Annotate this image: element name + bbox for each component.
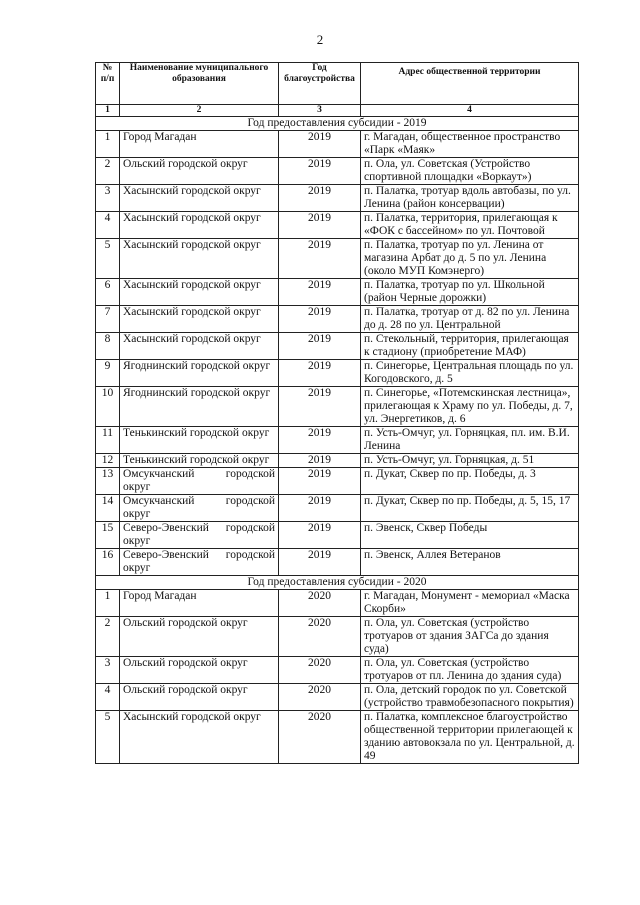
page-number: 2: [316, 32, 324, 47]
row-number: 13: [96, 468, 120, 495]
address-cell: п. Дукат, Сквер по пр. Победы, д. 5, 15, 17: [361, 495, 579, 522]
year-cell: 2019: [279, 333, 361, 360]
address-cell: п. Палатка, территория, прилегающая к «ФОК с бассейном» по ул. Почтовой: [361, 212, 579, 239]
municipality-cell: Омсукчанский городской округ: [120, 468, 279, 495]
municipality-cell: Ягоднинский городской округ: [120, 387, 279, 427]
table-row: [96, 185, 579, 212]
row-number: 2: [96, 617, 120, 657]
table-row: [96, 306, 579, 333]
address-cell: г. Магадан, Монумент - мемориал «Маска Скорби»: [361, 590, 579, 617]
table-row: [96, 212, 579, 239]
year-cell: 2019: [279, 522, 361, 549]
year-cell: 2019: [279, 131, 361, 158]
address-cell: п. Ола, ул. Советская (устройство тротуаров от здания ЗАГСа до здания суда): [361, 617, 579, 657]
table-row: [96, 495, 579, 522]
address-cell: п. Синегорье, «Потемскинская лестница», прилегающая к Храму по ул. Победы, д. 7, ул. Энергетиков, д. 6: [361, 387, 579, 427]
table-row: [96, 684, 579, 711]
column-number: 2: [120, 105, 279, 117]
row-number: 16: [96, 549, 120, 576]
municipality-cell: Ольский городской округ: [120, 617, 279, 657]
year-cell: 2019: [279, 387, 361, 427]
table-row: [96, 360, 579, 387]
row-number: 11: [96, 427, 120, 454]
address-cell: п. Усть-Омчуг, ул. Горняцкая, пл. им. В.И. Ленина: [361, 427, 579, 454]
year-cell: 2019: [279, 427, 361, 454]
year-cell: 2019: [279, 495, 361, 522]
row-number: 9: [96, 360, 120, 387]
address-cell: п. Синегорье, Центральная площадь по ул. Когодовского, д. 5: [361, 360, 579, 387]
address-cell: п. Ола, ул. Советская (Устройство спортивной площадки «Воркаут»): [361, 158, 579, 185]
table-row: [96, 333, 579, 360]
address-cell: п. Ола, ул. Советская (устройство тротуаров от пл. Ленина до здания суда): [361, 657, 579, 684]
header-address: Адрес общественной территории: [361, 63, 579, 105]
row-number: 6: [96, 279, 120, 306]
municipality-cell: Хасынский городской округ: [120, 711, 279, 764]
row-number: 14: [96, 495, 120, 522]
row-number: 12: [96, 454, 120, 468]
row-number: 7: [96, 306, 120, 333]
column-number: 4: [361, 105, 579, 117]
municipality-cell: Северо-Эвенский городской округ: [120, 522, 279, 549]
table-row: [96, 158, 579, 185]
year-cell: 2019: [279, 158, 361, 185]
address-cell: п. Ола, детский городок по ул. Советской (устройство травмобезопасного покрытия): [361, 684, 579, 711]
municipality-cell: Ягоднинский городской округ: [120, 360, 279, 387]
table-row: [96, 131, 579, 158]
year-cell: 2019: [279, 454, 361, 468]
municipality-cell: Хасынский городской округ: [120, 333, 279, 360]
table-row: [96, 711, 579, 764]
address-cell: п. Усть-Омчуг, ул. Горняцкая, д. 51: [361, 454, 579, 468]
address-cell: п. Палатка, тротуар вдоль автобазы, по ул. Ленина (район консервации): [361, 185, 579, 212]
table-row: [96, 427, 579, 454]
year-cell: 2020: [279, 590, 361, 617]
row-number: 1: [96, 131, 120, 158]
column-number: 3: [279, 105, 361, 117]
address-cell: п. Дукат, Сквер по пр. Победы, д. 3: [361, 468, 579, 495]
municipality-cell: Северо-Эвенский городской округ: [120, 549, 279, 576]
address-cell: п. Эвенск, Аллея Ветеранов: [361, 549, 579, 576]
row-number: 15: [96, 522, 120, 549]
year-cell: 2020: [279, 711, 361, 764]
territories-table: [95, 62, 579, 764]
table-row: [96, 590, 579, 617]
municipality-cell: Омсукчанский городской округ: [120, 495, 279, 522]
table-row: [96, 387, 579, 427]
table-row: [96, 549, 579, 576]
year-cell: 2019: [279, 549, 361, 576]
year-cell: 2020: [279, 684, 361, 711]
table-row: [96, 279, 579, 306]
year-cell: 2019: [279, 468, 361, 495]
table-row: [96, 657, 579, 684]
section-header-row: [96, 117, 579, 131]
year-cell: 2020: [279, 617, 361, 657]
section-header-row: [96, 576, 579, 590]
year-cell: 2019: [279, 185, 361, 212]
year-cell: 2019: [279, 239, 361, 279]
row-number: 8: [96, 333, 120, 360]
row-number: 4: [96, 212, 120, 239]
year-cell: 2019: [279, 360, 361, 387]
year-cell: 2019: [279, 306, 361, 333]
address-cell: п. Эвенск, Сквер Победы: [361, 522, 579, 549]
address-cell: г. Магадан, общественное пространство «Парк «Маяк»: [361, 131, 579, 158]
header-municipality: Наименование муниципального образования: [120, 63, 279, 105]
table-header-row: [96, 63, 579, 105]
column-number-row: [96, 105, 579, 117]
municipality-cell: Тенькинский городской округ: [120, 427, 279, 454]
municipality-cell: Город Магадан: [120, 131, 279, 158]
section-title: Год предоставления субсидии - 2020: [96, 576, 579, 590]
column-number: 1: [96, 105, 120, 117]
row-number: 1: [96, 590, 120, 617]
row-number: 2: [96, 158, 120, 185]
table-body: [96, 117, 579, 764]
address-cell: п. Палатка, тротуар от д. 82 по ул. Ленина до д. 28 по ул. Центральной: [361, 306, 579, 333]
row-number: 3: [96, 185, 120, 212]
municipality-cell: Хасынский городской округ: [120, 306, 279, 333]
municipality-cell: Ольский городской округ: [120, 158, 279, 185]
header-year: Год благоустройства: [279, 63, 361, 105]
row-number: 5: [96, 711, 120, 764]
table-row: [96, 617, 579, 657]
address-cell: п. Палатка, тротуар по ул. Ленина от магазина Арбат до д. 5 по ул. Ленина (около МУП Комэнерго): [361, 239, 579, 279]
municipality-cell: Ольский городской округ: [120, 684, 279, 711]
year-cell: 2019: [279, 212, 361, 239]
section-title: Год предоставления субсидии - 2019: [96, 117, 579, 131]
address-cell: п. Стекольный, территория, прилегающая к стадиону (приобретение МАФ): [361, 333, 579, 360]
table-row: [96, 239, 579, 279]
municipality-cell: Город Магадан: [120, 590, 279, 617]
row-number: 10: [96, 387, 120, 427]
row-number: 3: [96, 657, 120, 684]
address-cell: п. Палатка, комплексное благоустройство общественной территории прилегающей к зданию автовокзала по ул. Центральной, д. 49: [361, 711, 579, 764]
table-row: [96, 454, 579, 468]
year-cell: 2019: [279, 279, 361, 306]
municipality-cell: Ольский городской округ: [120, 657, 279, 684]
header-num: № п/п: [96, 63, 120, 105]
municipality-cell: Хасынский городской округ: [120, 279, 279, 306]
address-cell: п. Палатка, тротуар по ул. Школьной (район Черные дорожки): [361, 279, 579, 306]
row-number: 5: [96, 239, 120, 279]
table-row: [96, 468, 579, 495]
municipality-cell: Тенькинский городской округ: [120, 454, 279, 468]
row-number: 4: [96, 684, 120, 711]
municipality-cell: Хасынский городской округ: [120, 239, 279, 279]
municipality-cell: Хасынский городской округ: [120, 212, 279, 239]
municipality-cell: Хасынский городской округ: [120, 185, 279, 212]
table-row: [96, 522, 579, 549]
year-cell: 2020: [279, 657, 361, 684]
